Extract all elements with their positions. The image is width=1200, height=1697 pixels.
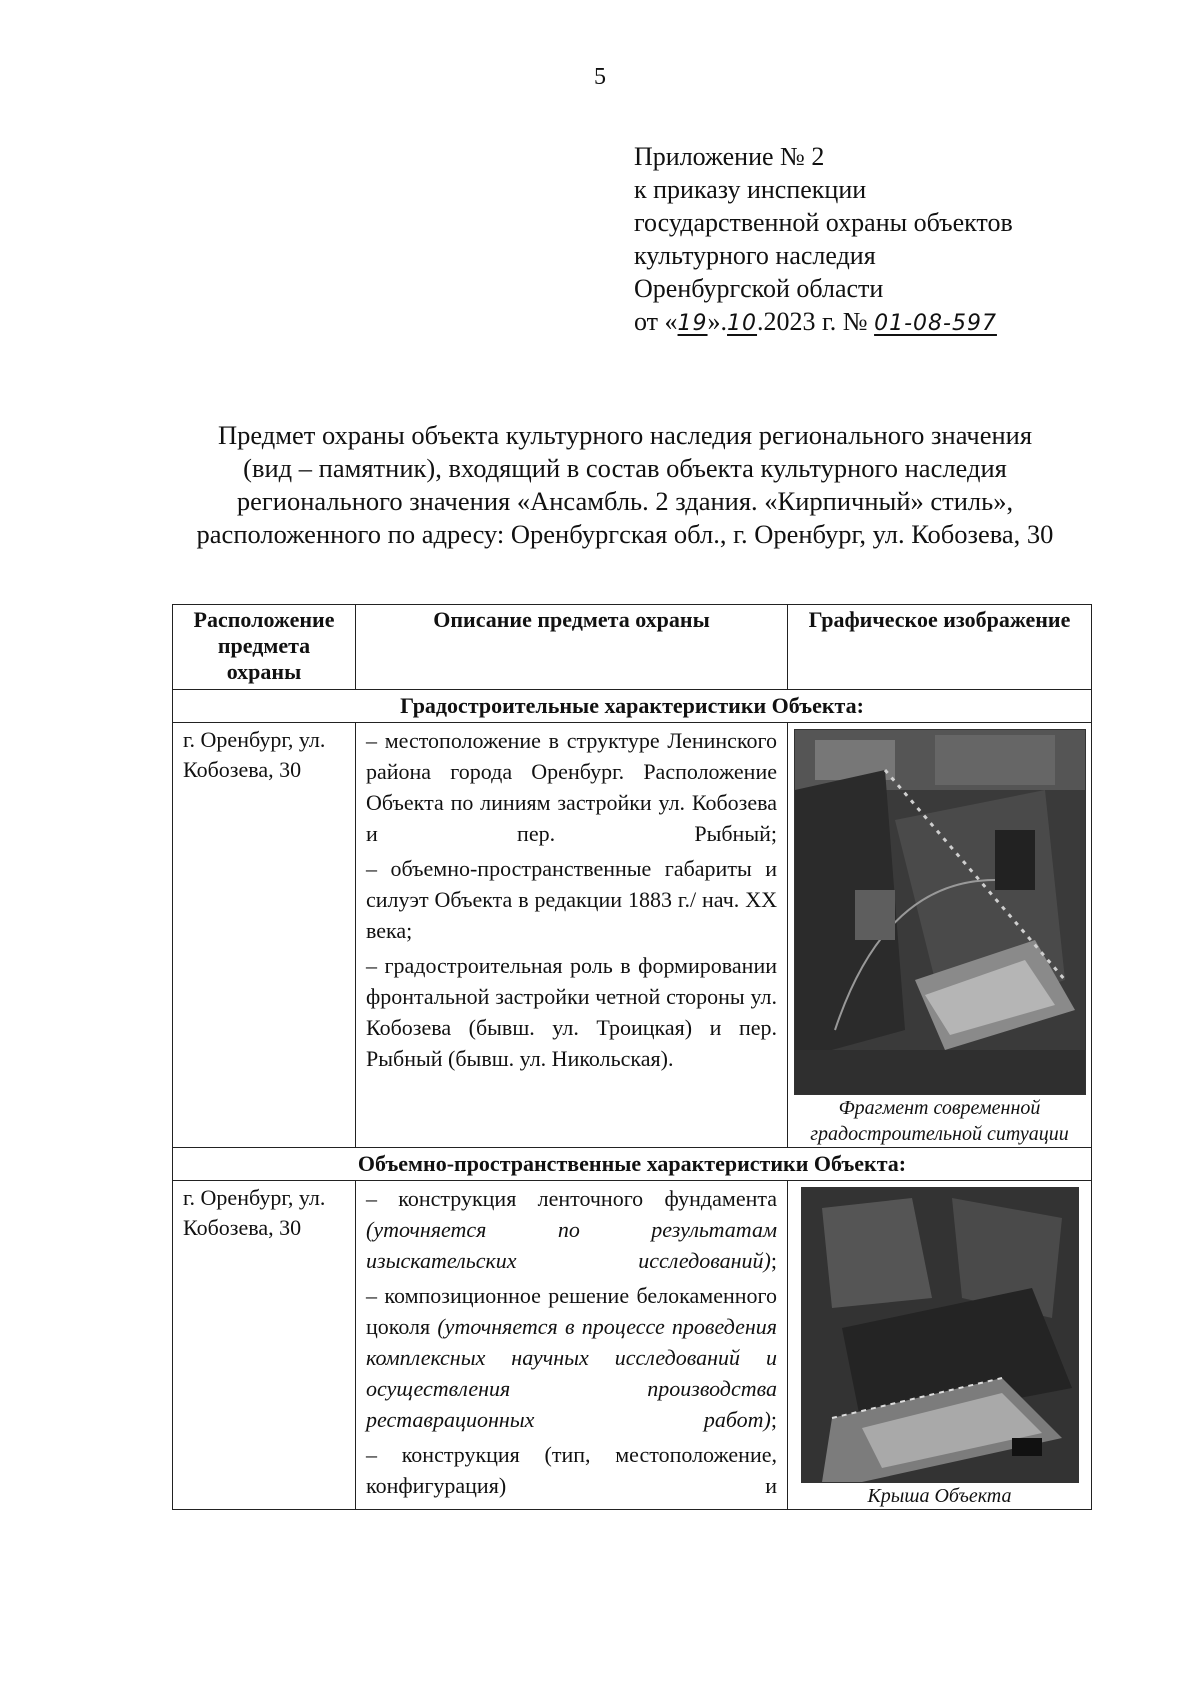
appendix-line: к приказу инспекции — [634, 175, 867, 204]
description-cell — [356, 723, 788, 1148]
item-text: – композиционное решение белокаменного цоколя — [366, 1283, 777, 1339]
image-cell — [788, 723, 1092, 1148]
handwritten-day: 19 — [677, 311, 708, 336]
location-cell: г. Оренбург, ул. Кобозева, 30 — [173, 1181, 356, 1510]
location-cell: г. Оренбург, ул. Кобозева, 30 — [173, 723, 356, 1148]
description-item: – градостроительная роль в формировании фронтальной застройки четной стороны ул. Кобозева (бывш. ул. Троицкая) и пер. Рыбный (бывш. ул. Никольская). — [366, 953, 777, 1071]
item-note: (уточняется по результатам изыскательских исследований) — [366, 1217, 777, 1273]
handwritten-month: 10 — [727, 311, 758, 336]
appendix-line: государственной охраны объектов — [634, 208, 1013, 237]
appendix-date-line — [634, 305, 1013, 340]
title-line: расположенного по адресу: Оренбургская обл., г. Оренбург, ул. Кобозева, 30 — [196, 519, 1054, 549]
appendix-line: Оренбургской области — [634, 274, 884, 303]
date-mid: ». — [707, 307, 728, 336]
section-title: Объемно-пространственные характеристики Объекта: — [173, 1148, 1092, 1181]
header-image: Графическое изображение — [788, 605, 1092, 690]
header-location: Расположение предмета охраны — [173, 605, 356, 690]
appendix-line: культурного наследия — [634, 241, 876, 270]
table-header-row — [173, 605, 1092, 690]
table-row — [173, 1181, 1092, 1510]
image-caption: Крыша Объекта — [867, 1485, 1012, 1507]
item-note: (уточняется в процессе проведения комплексных научных исследований и осуществления производства реставрационных работ) — [366, 1314, 778, 1432]
item-text: – конструкция ленточного фундамента — [366, 1186, 777, 1211]
image-caption: Фрагмент современной градостроительной ситуации — [810, 1097, 1069, 1145]
description-item — [366, 1183, 777, 1276]
section-title: Градостроительные характеристики Объекта: — [173, 690, 1092, 723]
header-description: Описание предмета охраны — [356, 605, 788, 690]
page-number: 5 — [594, 64, 606, 90]
description-cell — [356, 1181, 788, 1510]
description-item — [366, 1280, 777, 1435]
description-item: – конструкция (тип, местоположение, конфигурация) и — [366, 1442, 777, 1498]
image-cell — [788, 1181, 1092, 1510]
protection-subject-table — [172, 604, 1092, 1510]
date-prefix: от « — [634, 307, 678, 336]
document-title — [100, 419, 1150, 551]
date-year: .2023 г. № — [757, 307, 868, 336]
item-end: ; — [770, 1407, 777, 1432]
description-item: – местоположение в структуре Ленинского района города Оренбург. Расположение Объекта по линиям застройки ул. Кобозева и пер. Рыбный; — [366, 728, 777, 846]
appendix-line: Приложение № 2 — [634, 142, 825, 171]
description-item: – объемно-пространственные габариты и силуэт Объекта в редакции 1883 г./ нач. XX века; — [366, 856, 777, 943]
section-row-urban — [173, 690, 1092, 723]
table-row — [173, 723, 1092, 1148]
appendix-block — [634, 140, 1013, 340]
title-line: (вид – памятник), входящий в состав объекта культурного наследия — [243, 453, 1007, 483]
title-line: Предмет охраны объекта культурного наследия регионального значения — [217, 420, 1033, 450]
section-row-volumetric — [173, 1148, 1092, 1181]
aerial-photo — [794, 729, 1086, 1095]
handwritten-order-number: 01-08-597 — [874, 311, 997, 336]
title-line: регионального значения «Ансамбль. 2 здания. «Кирпичный» стиль», — [236, 486, 1014, 516]
roof-photo — [801, 1187, 1079, 1483]
item-end: ; — [770, 1248, 777, 1273]
